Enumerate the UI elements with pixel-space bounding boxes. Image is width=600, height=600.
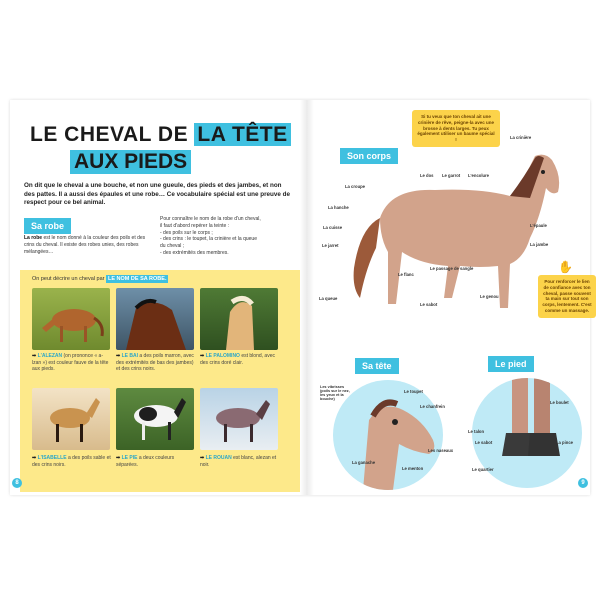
page-title-line1: LE CHEVAL DE LA TÊTE	[30, 123, 291, 147]
horse-isabelle-image	[32, 388, 110, 450]
photo-rouan	[200, 388, 278, 450]
robe-description: La robe est le nom donné à la couleur des poils et des crins du cheval. Il existe des robes unies, des robes mélangées…	[24, 235, 146, 255]
caption-rouan: ➡ LE ROUAN est blanc, alezan et noir.	[200, 455, 277, 468]
label-ganache: La ganache	[352, 460, 376, 465]
robes-panel-intro: On peut décrire un cheval par LE NOM DE SA ROBE.	[32, 276, 167, 282]
tip-bubble-mane: Si tu veux que ton cheval ait une crinière de rêve, peigne-la avec une brosse à dents larges. Tu peux également utiliser un baume spécial !	[412, 110, 500, 147]
label-jambe: La jambe	[530, 242, 549, 247]
horse-pie-image	[116, 388, 194, 450]
page-number-left: 8	[12, 478, 22, 488]
caption-isabelle: ➡ L'ISABELLE a des poils sable et des crins noirs.	[32, 455, 111, 468]
intro-paragraph: On dit que le cheval a une bouche, et non une gueule, des pieds et des jambes, et non des pattes. Il a aussi des épaules et une robe… Ce vocabulaire spécial est une preuve de respect pour ce bel animal.	[24, 182, 290, 206]
photo-pie	[116, 388, 194, 450]
label-encolure: L'encolure	[468, 173, 490, 178]
label-naseaux: Les naseaux	[428, 448, 454, 453]
photo-bai	[116, 288, 194, 350]
caption-pie: ➡ LE PIE a deux couleurs séparées.	[116, 455, 175, 468]
horse-palomino-image	[200, 288, 278, 350]
tip-bubble-trust: Pour renforcer le lien de confiance avec ton cheval, passe souvent ta main sur tout son corps, lentement. C'est comme un massage.	[538, 275, 596, 318]
hand-icon: ✋	[558, 260, 573, 274]
caption-bai: ➡ LE BAI a des poils marron, avec des extrémités de bas des jambes) et des crins noirs.	[116, 353, 194, 372]
label-toupet: Le toupet	[404, 389, 423, 394]
label-pince: La pince	[556, 440, 573, 445]
caption-palomino: ➡ LE PALOMINO est blond, avec des crins doré clair.	[200, 353, 275, 366]
horse-rouan-image	[200, 388, 278, 450]
page-title-line2: AUX PIEDS	[70, 150, 191, 174]
label-quartier: Le quartier	[472, 467, 494, 472]
label-garrot: Le garrot	[442, 173, 461, 178]
section-tag-corps: Son corps	[340, 148, 398, 164]
photo-isabelle	[32, 388, 110, 450]
label-menton: Le menton	[402, 466, 424, 471]
label-dos: Le dos	[420, 173, 434, 178]
horse-alezan-image	[32, 288, 110, 350]
label-croupe: La croupe	[345, 184, 366, 189]
photo-alezan	[32, 288, 110, 350]
page-number-right: 9	[578, 478, 588, 488]
label-sabot-pied: Le sabot	[475, 440, 493, 445]
book-spread	[10, 100, 590, 495]
horse-bai-image	[116, 288, 194, 350]
label-hanche: La hanche	[328, 205, 349, 210]
label-sabot: Le sabot	[420, 302, 438, 307]
section-tag-tete: Sa tête	[355, 358, 399, 374]
label-passage-sangle: Le passage de sangle	[430, 266, 474, 271]
label-vibrisses: Les vibrisses (poils sur le nez, les yeux et la bouche)	[320, 385, 350, 401]
label-epaule: L'épaule	[530, 223, 547, 228]
section-tag-pied: Le pied	[488, 356, 534, 372]
book-gutter	[300, 100, 314, 495]
label-criniere: La crinière	[510, 135, 532, 140]
caption-alezan: ➡ L'ALEZAN (on prononce « a-lzan ») est couleur fauve de la tête aux pieds.	[32, 353, 109, 372]
robe-note: Pour connaître le nom de la robe d'un cheval, il faut d'abord repérer la teinte : - des poils sur le corps ; - des crins : le toupet, la crinière et la queue du cheval ; - des extrémités des membres.	[160, 216, 261, 256]
label-boulet: Le boulet	[550, 400, 569, 405]
label-jarret: Le jarret	[322, 243, 339, 248]
label-queue: La queue	[319, 296, 338, 301]
label-genou: Le genou	[480, 294, 499, 299]
label-cuisse: La cuisse	[323, 225, 343, 230]
section-tag-robe: Sa robe	[24, 218, 71, 234]
label-flanc: Le flanc	[398, 272, 414, 277]
label-chanfrein: Le chanfrein	[420, 404, 445, 409]
photo-palomino	[200, 288, 278, 350]
label-talon: Le talon	[468, 429, 485, 434]
